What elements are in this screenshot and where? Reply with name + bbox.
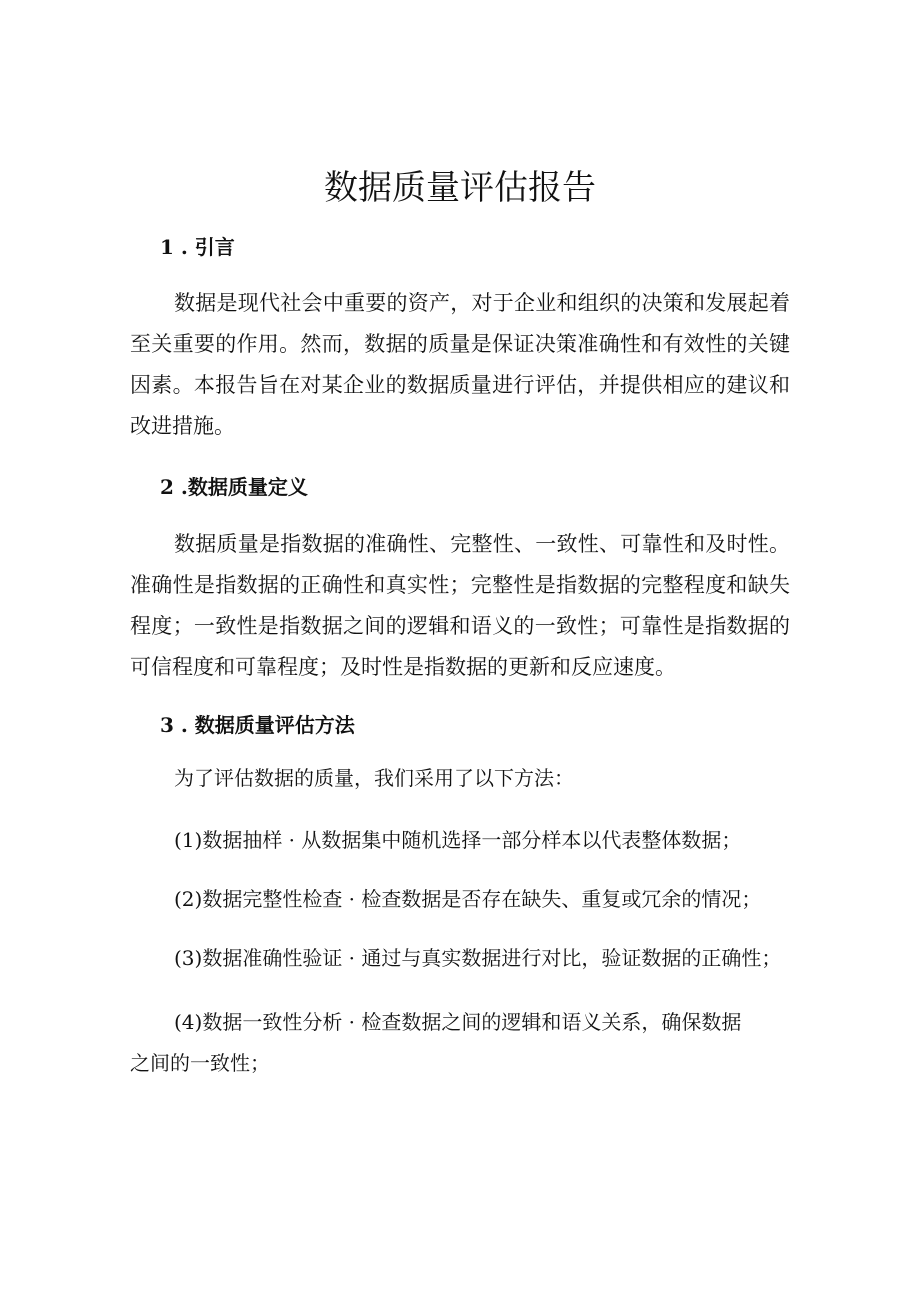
section-heading-definition: 2 .数据质量定义 xyxy=(160,475,308,499)
method-item-completeness: (2)数据完整性检查 · 检查数据是否存在缺失、重复或冗余的情况； xyxy=(174,887,762,911)
section-heading-methods: 3 . 数据质量评估方法 xyxy=(160,713,355,737)
section-body-definition: 数据质量是指数据的准确性、完整性、一致性、可靠性和及时性。准确性是指数据的正确性和真实性；完整性是指数据的完整程度和缺失程度；一致性是指数据之间的逻辑和语义的一致性；可靠性是指数据的可信程度和可靠程度；及时性是指数据的更新和反应速度。 xyxy=(130,532,790,679)
document-title: 数据质量评估报告 xyxy=(324,168,596,208)
section-heading-introduction: 1 . 引言 xyxy=(160,235,235,259)
section-body-introduction: 数据是现代社会中重要的资产，对于企业和组织的决策和发展起着至关重要的作用。然而，数据的质量是保证决策准确性和有效性的关键因素。本报告旨在对某企业的数据质量进行评估，并提供相应的建议和改进措施。 xyxy=(130,291,790,438)
method-item-accuracy: (3)数据准确性验证 · 通过与真实数据进行对比，验证数据的正确性； xyxy=(174,946,782,970)
method-item-consistency: (4)数据一致性分析 · 检查数据之间的逻辑和语义关系，确保数据之间的一致性； xyxy=(130,1010,742,1075)
methods-intro: 为了评估数据的质量，我们采用了以下方法： xyxy=(174,766,574,790)
method-item-sampling: (1)数据抽样 · 从数据集中随机选择一部分样本以代表整体数据； xyxy=(174,828,742,852)
